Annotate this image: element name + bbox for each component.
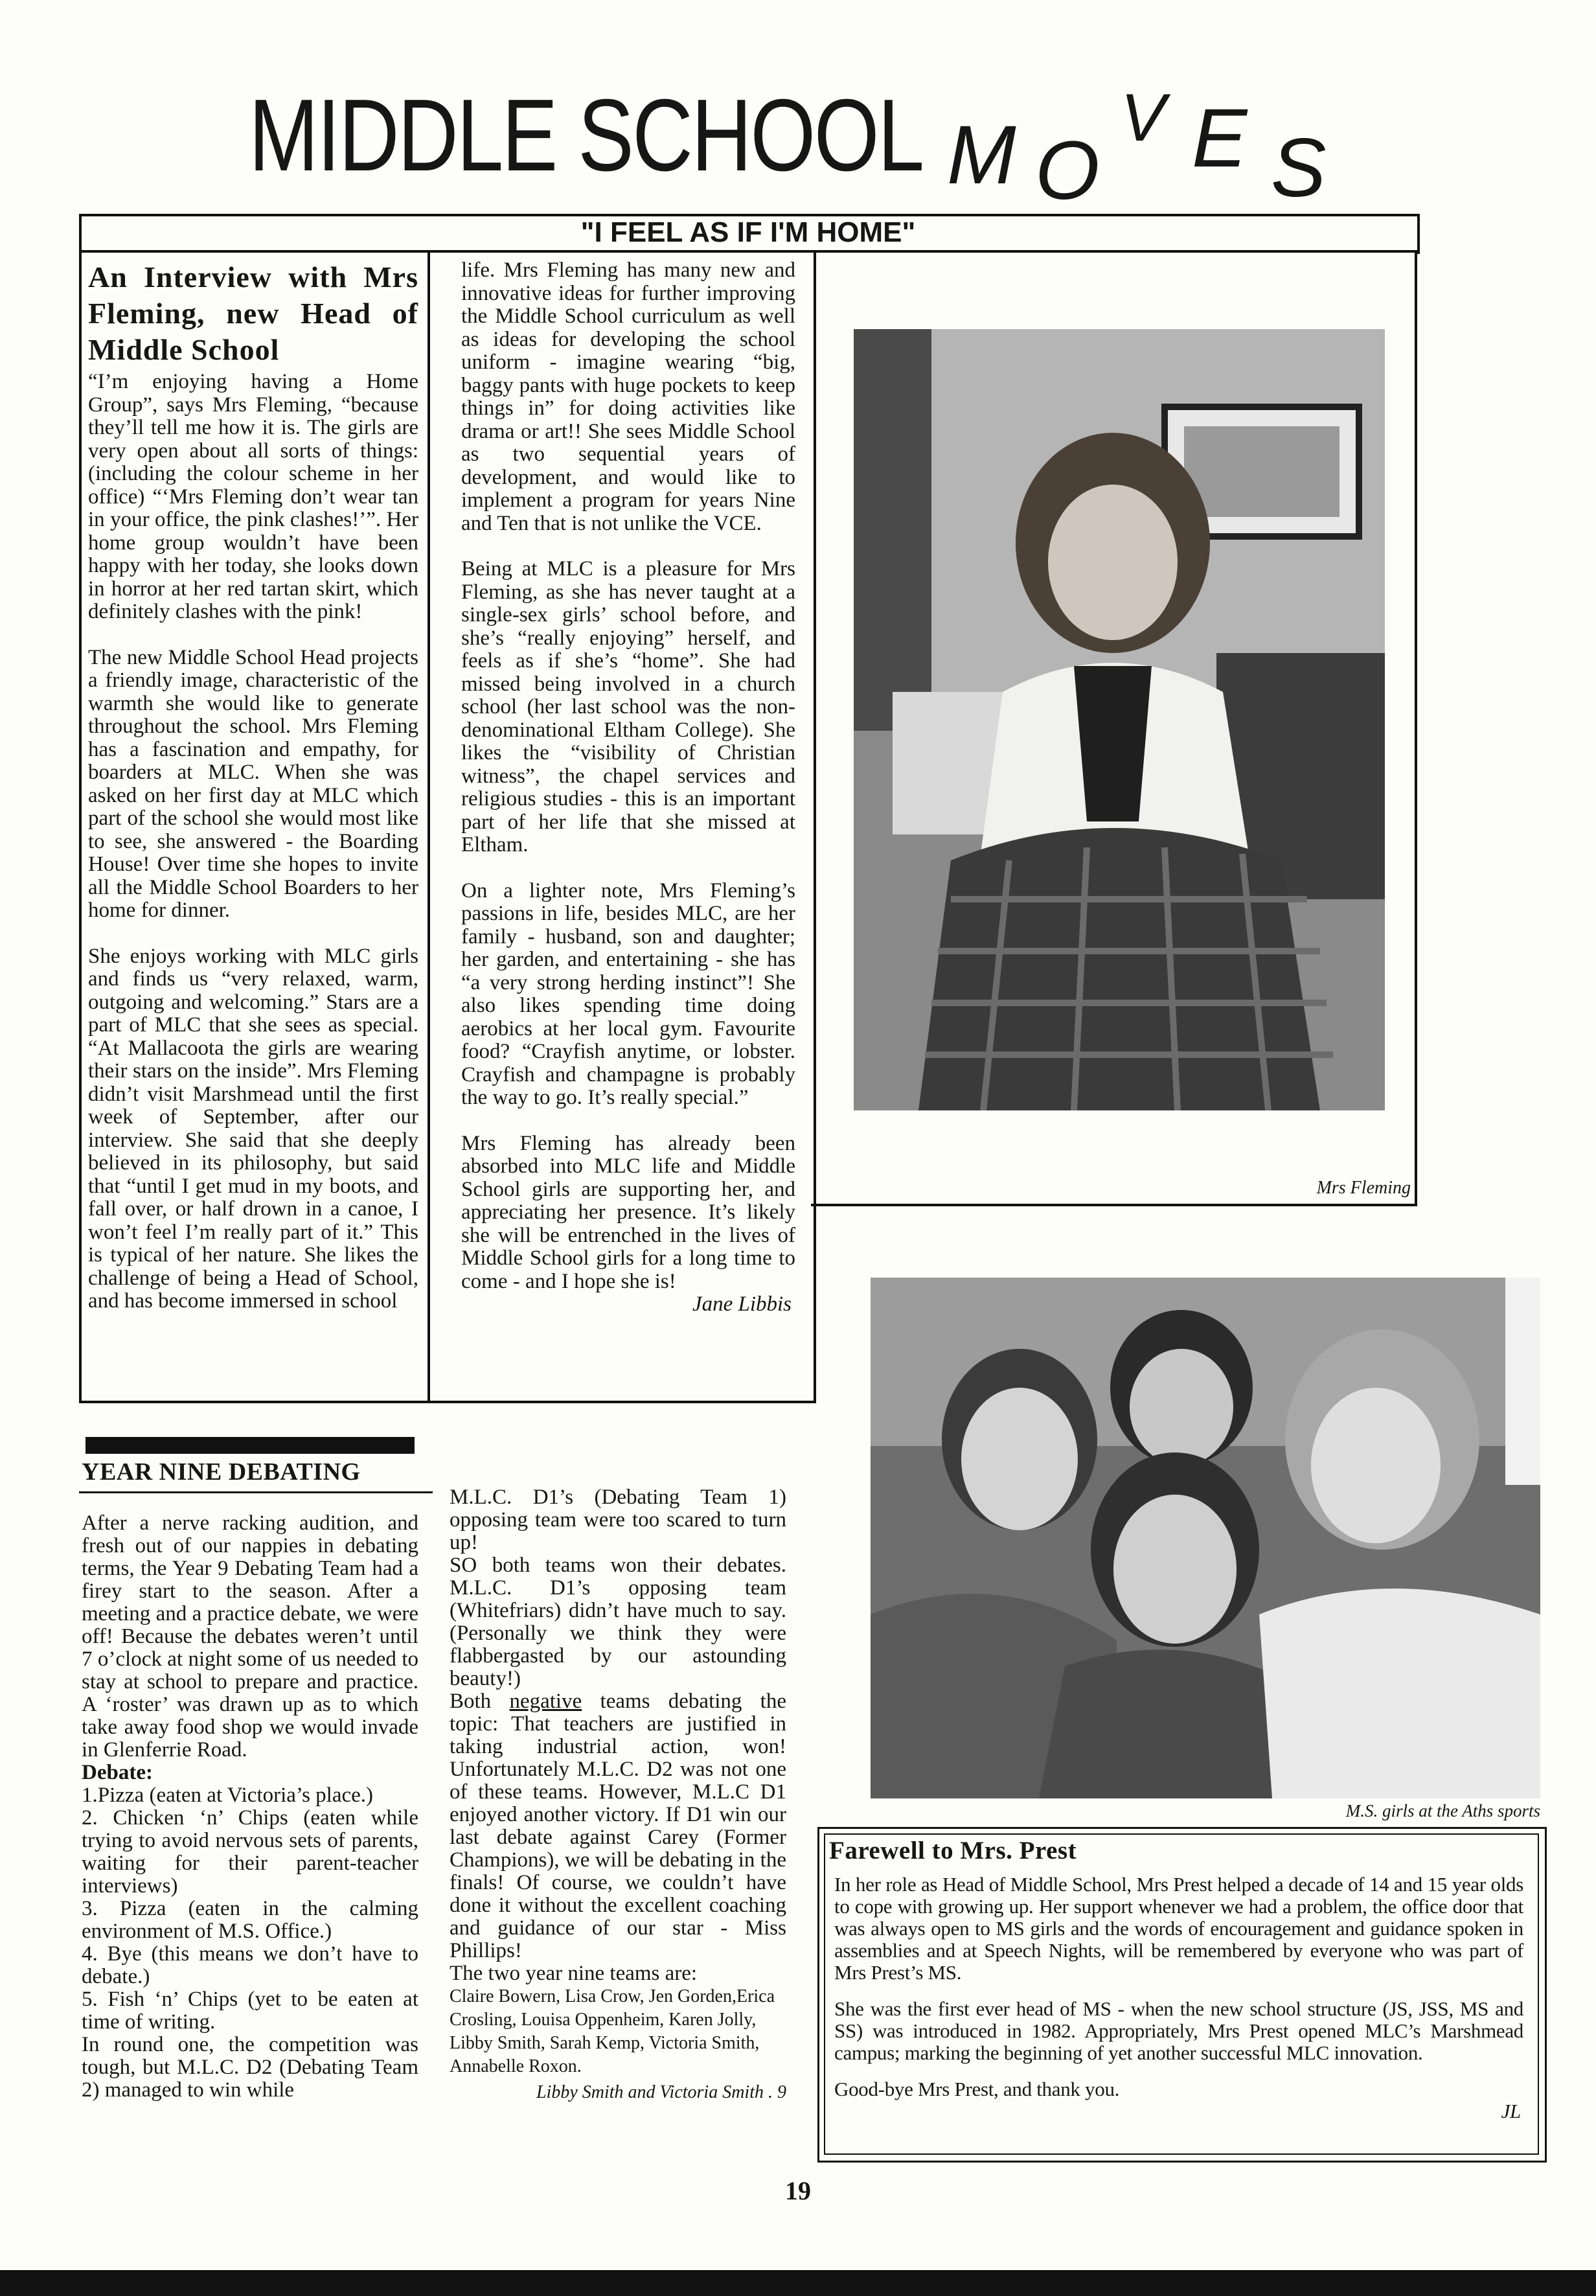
interview-paragraph: Being at MLC is a pleasure for Mrs Fleming, as she has never taught at a single-sex girls’ school before, and she’s “really enjoying” herself, and feels as if she’s “home”. She had missed being involved in a church school (her last school was the non-denominational Eltham College). She likes the “visibility of Christian witness”, the chapel services and religious studies - this is an important part of her life that she missed at Eltham. (461, 557, 795, 856)
debating-text (450, 1690, 786, 1962)
fleming-photo-art (854, 329, 1385, 1110)
interview-paragraph: The new Middle School Head projects a friendly image, characteristic of the warmth she would like to generate throughout the school. Mrs Fleming has a fascination and empathy, for boarders at MLC. When she was asked on her first day at MLC which part of the school she would most like to see, she answered - the Boarding House! Over time she hopes to invite all the Middle School Boarders to her home for dinner. (88, 645, 418, 922)
debating-round-one: In round one, the competition was tough, but M.L.C. D2 (Debating Team 2) managed to win while (82, 2033, 418, 2102)
sports-caption: M.S. girls at the Aths sports (1345, 1801, 1540, 1820)
page-title: MIDDLE SCHOOL (249, 78, 923, 192)
diet-item: 4. Bye (this means we don’t have to debate.) (82, 1942, 418, 1988)
debating-intro: After a nerve racking audition, and fresh out of our nappies in debating terms, the Year 9 Debating Team had a firey start to the season. After a meeting and a practice debate, we were off! Because the debates weren’t until 7 o’clock at night some of us needed to stay at school to prepare and practice. A ‘roster’ was drawn up as to which take away food shop we would invade in Glenferrie Road. (82, 1511, 418, 1762)
debating-diet-label: Debate: (82, 1761, 153, 1784)
interview-paragraph: Mrs Fleming has already been absorbed into MLC life and Middle School girls are supporting her, and appreciating her presence. It’s likely she will be entrenched in the lives of Middle School girls for a long time to come - and I hope she is! (461, 1131, 795, 1293)
interview-col-2 (461, 259, 795, 1316)
moves-letter-e: E (1192, 92, 1248, 185)
banner-title: "I FEEL AS IF I'M HOME" (580, 216, 916, 248)
diet-item: 1.Pizza (eaten at Victoria’s place.) (82, 1784, 374, 1807)
debating-col-1 (82, 1512, 418, 2102)
farewell-paragraph: She was the first ever head of MS - when the new school structure (JS, JSS, MS and SS) was introduced in 1982. Appropriately, Mrs Prest opened MLC’s Marshmead campus; marking the beginning of yet another successful MLC innovation. (834, 1997, 1523, 2064)
interview-col-1 (88, 259, 418, 1313)
debating-author: Libby Smith and Victoria Smith . 9 (536, 2082, 786, 2102)
interview-box-right-edge (1415, 250, 1417, 1206)
debating-rule (79, 1491, 433, 1493)
debating-col-2 (450, 1486, 786, 2104)
teams-label: The two year nine teams are: (450, 1962, 698, 1985)
diet-item: 2. Chicken ‘n’ Chips (eaten while trying to avoid nervous sets of parents, waiting for their parent-teacher interviews) (82, 1806, 418, 1898)
diet-item: 5. Fish ‘n’ Chips (yet to be eaten at time of writing. (82, 1988, 418, 2034)
farewell-paragraph: Good-bye Mrs Prest, and thank you. (834, 2078, 1120, 2100)
moves-letter-s: S (1271, 122, 1327, 214)
moves-letter-m: M (947, 109, 1016, 201)
interview-box-step (811, 1204, 1417, 1206)
sports-photo (871, 1278, 1540, 1798)
debating-text-pre: Both (450, 1690, 510, 1713)
interview-paragraph: She enjoys working with MLC girls and finds us “very relaxed, warm, outgoing and welcoming.” Stars are a part of MLC that she sees as special. “At Mallacoota the girls are wearing their stars on the inside”. Mrs Fleming didn’t visit Marshmead until the first week of September, after our interview. She said that she deeply believed in its philosophy, but said that “until I get mud in my boots, and fall over, or half drown in a canoe, I won’t feel I’m really part of it.” This is typical of her nature. She likes the challenge of being a Head of School, and has become immersed in school (88, 944, 418, 1313)
moves-letter-o: O (1035, 124, 1100, 217)
debating-text-underlined: negative (509, 1690, 582, 1713)
farewell-title: Farewell to Mrs. Prest (829, 1837, 1077, 1865)
debating-text: M.L.C. D1’s (Debating Team 1) opposing team were too scared to turn up! (450, 1486, 786, 1554)
interview-author: Jane Libbis (692, 1292, 792, 1316)
teams-list: Claire Bowern, Lisa Crow, Jen Gorden,Erica Crosling, Louisa Oppenheim, Karen Jolly, Libby Smith, Sarah Kemp, Victoria Smith, Annabelle Roxon. (450, 1986, 775, 2076)
farewell-author: JL (1501, 2100, 1521, 2122)
farewell-paragraph: In her role as Head of Middle School, Mrs Prest helped a decade of 14 and 15 year olds to cope with growing up. Her support whenever we had a problem, the office door that was always open to MS girls and the words of encouragement and guidance spoken in assemblies and at Speech Nights, will be remembered by everyone who was part of Mrs Prest’s MS. (834, 1873, 1523, 1984)
farewell-body (834, 1874, 1523, 2122)
interview-heading: An Interview with Mrs Fleming, new Head of Middle School (88, 260, 418, 366)
scan-border (0, 2270, 1596, 2296)
diet-item: 3. Pizza (eaten in the calming environment of M.S. Office.) (82, 1897, 418, 1943)
debating-text: SO both teams won their debates. M.L.C. D1’s opposing team (Whitefriars) didn’t have much to say. (Personally we think they were flabbergasted by our astounding beauty!) (450, 1554, 786, 1690)
moves-letter-v: V (1121, 80, 1166, 155)
debating-bar (86, 1437, 415, 1454)
sports-photo-art (871, 1278, 1540, 1798)
page-number: 19 (785, 2176, 811, 2205)
fleming-caption: Mrs Fleming (1316, 1178, 1411, 1198)
interview-paragraph: On a lighter note, Mrs Fleming’s passions in life, besides MLC, are her family - husband, son and daughter; her garden, and entertaining - she has “a very strong herding instinct”! She also likes spending time doing aerobics at her local gym. Favourite food? “Crayfish anytime, or lobster. Crayfish and champagne is probably the way to go. It’s really special.” (461, 878, 795, 1109)
column-divider (428, 253, 430, 1401)
fleming-photo (854, 329, 1385, 1110)
interview-paragraph: “I’m enjoying having a Home Group”, says Mrs Fleming, “because they’ll tell me how it is. The girls are very open about all sorts of things: (including the colour scheme in her office) “‘Mrs Fleming don’t wear tan in your office, the pink clashes!’”. Her home group wouldn’t have been happy with her today, she looks down in horror at her red tartan skirt, which definitely clashes with the pink! (88, 370, 418, 623)
debating-heading: YEAR NINE DEBATING (82, 1458, 361, 1486)
debating-text-post: teams debating the topic: That teachers are justified in taking industrial action, won! Unfortunately M.L.C. D2 was not one of these teams. However, M.L.C D1 enjoyed another victory. If D1 win our last debate against Carey (Former Champions), we will be debating in the finals! Of course, we couldn’t have done it without the excellent coaching and guidance of our star - Miss Phillips! (450, 1690, 787, 1962)
interview-paragraph: life. Mrs Fleming has many new and innovative ideas for further improving the Middle School curriculum as well as ideas for developing the school uniform - imagine wearing “big, baggy pants with huge pockets to keep things in” for doing activities like drama or art!! She sees Middle School as two sequential years of development, and would like to implement a program for years Nine and Ten that is not unlike the VCE. (461, 258, 795, 535)
